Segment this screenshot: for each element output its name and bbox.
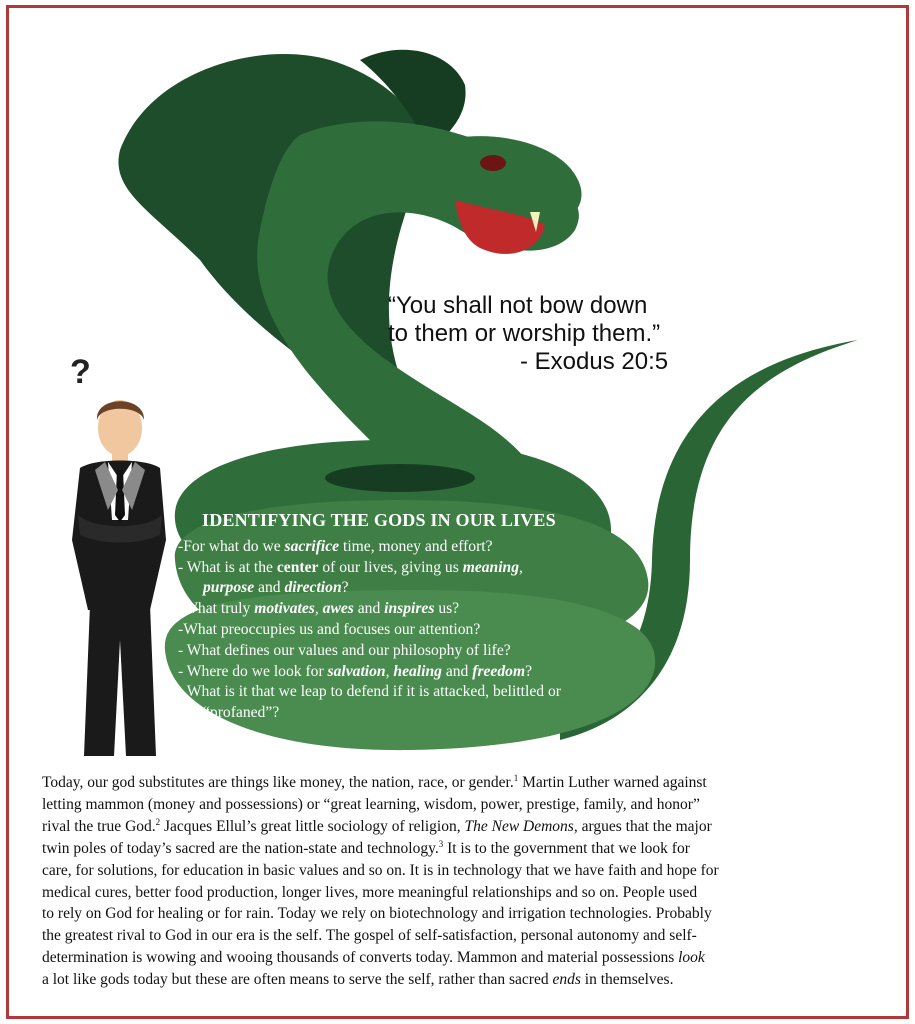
question-6: - Where do we look for salvation, healing and freedom?	[178, 662, 532, 680]
quote-line-1: “You shall not bow down	[388, 292, 648, 319]
body-line: care, for solutions, for education in basic values and so on. It is in technology that we have faith and hope for	[42, 861, 719, 879]
quote-line-2: to them or worship them.”	[388, 320, 661, 347]
box-heading: IDENTIFYING THE GODS IN OUR LIVES	[202, 510, 556, 530]
question-4: -What preoccupies us and focuses our attention?	[178, 620, 481, 638]
body-line: a lot like gods today but these are often means to serve the self, rather than sacred ends in themselves.	[42, 971, 674, 989]
body-line: Today, our god substitutes are things like money, the nation, race, or gender.$^1$ Martin Luther warned against	[42, 772, 707, 791]
man-figure	[72, 400, 166, 756]
scripture-quote	[388, 292, 748, 376]
question-1: -For what do we sacrifice time, money and effort?	[178, 537, 493, 555]
body-line: determination is wowing and wooing thousands of converts today. Mammon and material possessions look	[42, 949, 705, 967]
question-5: - What defines our values and our philosophy of life?	[178, 641, 511, 659]
question-7-cont: “profaned”?	[203, 704, 280, 722]
question-mark: ?	[70, 353, 91, 391]
book-title: The New Demons	[464, 817, 574, 835]
body-line: letting mammon (money and possessions) or “great learning, wisdom, power, prestige, family, and honor”	[42, 795, 700, 813]
question-2: - What is at the center of our lives, giving us meaning,	[178, 558, 523, 576]
body-paragraph	[42, 772, 874, 991]
body-line: to rely on God for healing or for rain. Today we rely on biotechnology and irrigation technologies. Probably	[42, 905, 712, 923]
body-line: medical cures, better food production, longer lives, more meaningful relationships and so on. People used	[42, 883, 698, 901]
footnote-ref: 2	[155, 816, 161, 827]
question-2-cont: purpose and direction?	[203, 579, 349, 597]
quote-reference: - Exodus 20:5	[520, 348, 669, 375]
question-3: -What truly motivates, awes and inspires us?	[178, 600, 460, 618]
footnote-ref: 1	[513, 772, 519, 783]
question-7: - What is it that we leap to defend if it is attacked, belittled or	[178, 683, 561, 701]
snake-eye	[480, 155, 506, 171]
identifying-gods-box	[178, 510, 648, 724]
body-line: twin poles of today’s sacred are the nation-state and technology.$^3$ It is to the government that we look for	[42, 838, 690, 857]
body-line: the greatest rival to God in our era is the self. The gospel of self-satisfaction, personal autonomy and self-	[42, 927, 697, 945]
body-line: rival the true God.$^2$ Jacques Ellul’s great little sociology of religion, The New Demons, argues that the major	[42, 816, 712, 835]
snake-coil-hole	[325, 464, 475, 492]
footnote-ref: 3	[438, 838, 444, 849]
